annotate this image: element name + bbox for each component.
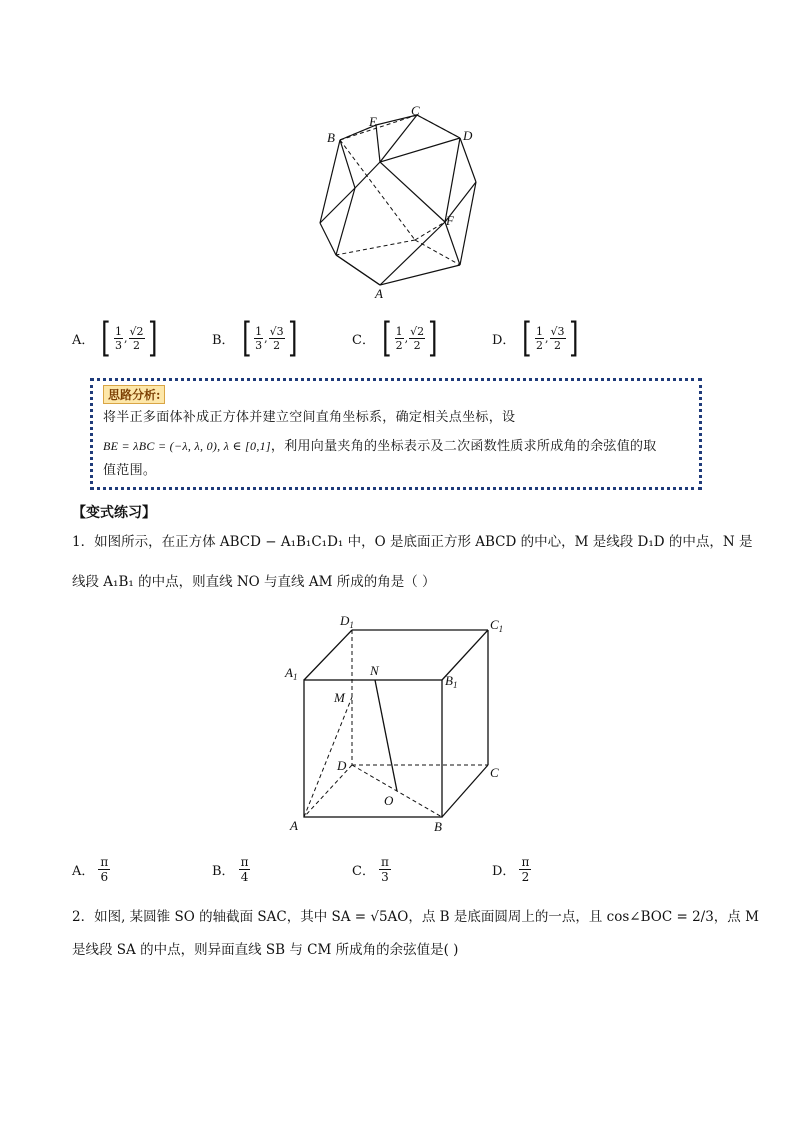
label-M: M xyxy=(334,690,345,705)
label-C: C xyxy=(490,765,499,780)
label-C: C xyxy=(411,103,420,118)
analysis-tag: 思路分析: xyxy=(103,385,165,404)
label-A1: $A_1$ xyxy=(285,665,298,682)
q1-choice-A[interactable]: A． $\frac{\pi}{6}$ xyxy=(72,855,109,884)
label-B: B xyxy=(434,819,442,834)
section-title: 【变式练习】 xyxy=(72,505,156,521)
q1-choice-B[interactable]: B． $\frac{\pi}{4}$ xyxy=(212,855,249,884)
q1-choice-C[interactable]: C． $\frac{\pi}{3}$ xyxy=(352,855,389,884)
analysis-box xyxy=(90,378,702,490)
q1-choices xyxy=(72,855,632,884)
label-F: F xyxy=(446,213,454,228)
label-N: N xyxy=(370,663,379,678)
label-A: A xyxy=(375,286,383,301)
question-1-line-1: 1．如图所示，在正方体 ABCD − A₁B₁C₁D₁ 中，O 是底面正方形 ABCD 的中心，M 是线段 D₁D 的中点，N 是 xyxy=(72,534,753,550)
label-E: E xyxy=(369,114,377,129)
label-C1: $C_1$ xyxy=(490,617,504,634)
analysis-formula: BE = λBC = (−λ, λ, 0), λ ∈ [0,1] xyxy=(103,439,271,453)
question-2-line-2: 是线段 SA 的中点，则异面直线 SB 与 CM 所成角的余弦值是( ) xyxy=(72,942,459,958)
label-B: B xyxy=(327,130,335,145)
choice-B[interactable]: B． [ $\frac{1}{3}$ , $\frac{√3}{2}$ ] xyxy=(212,315,298,361)
analysis-line-3: 值范围。 xyxy=(103,463,157,478)
label-O: O xyxy=(384,793,394,808)
label-D: D xyxy=(337,758,347,773)
label-B1: $B_1$ xyxy=(445,673,458,690)
question-2-line-1: 2．如图, 某圆锥 SO 的轴截面 SAC，其中 SA = √5AO，点 B 是底面圆周上的一点，且 cos∠BOC = 2/3，点 M xyxy=(72,909,759,925)
choice-D[interactable]: D． [ $\frac{1}{2}$ , $\frac{√3}{2}$ ] xyxy=(492,315,579,361)
label-A: A xyxy=(290,818,298,833)
cube-figure xyxy=(280,605,520,840)
analysis-line-2: BE = λBC = (−λ, λ, 0), λ ∈ [0,1]，利用向量夹角的坐标表示及二次函数性质求所成角的余弦值的取 xyxy=(103,439,657,454)
label-D: D xyxy=(463,128,473,143)
choice-A[interactable]: A． [ $\frac{1}{3}$ , $\frac{√2}{2}$ ] xyxy=(72,315,158,361)
choice-C[interactable]: C． [ $\frac{1}{2}$ , $\frac{√2}{2}$ ] xyxy=(352,315,438,361)
analysis-line-1: 将半正多面体补成正方体并建立空间直角坐标系，确定相关点坐标，设 xyxy=(103,410,516,425)
q1-choice-D[interactable]: D． $\frac{\pi}{2}$ xyxy=(492,855,530,884)
polyhedron-figure xyxy=(300,100,500,305)
q0-choices xyxy=(72,315,632,361)
label-D1: $D_1$ xyxy=(340,613,354,630)
question-1-line-2: 线段 A₁B₁ 的中点，则直线 NO 与直线 AM 所成的角是（ ） xyxy=(72,574,436,590)
